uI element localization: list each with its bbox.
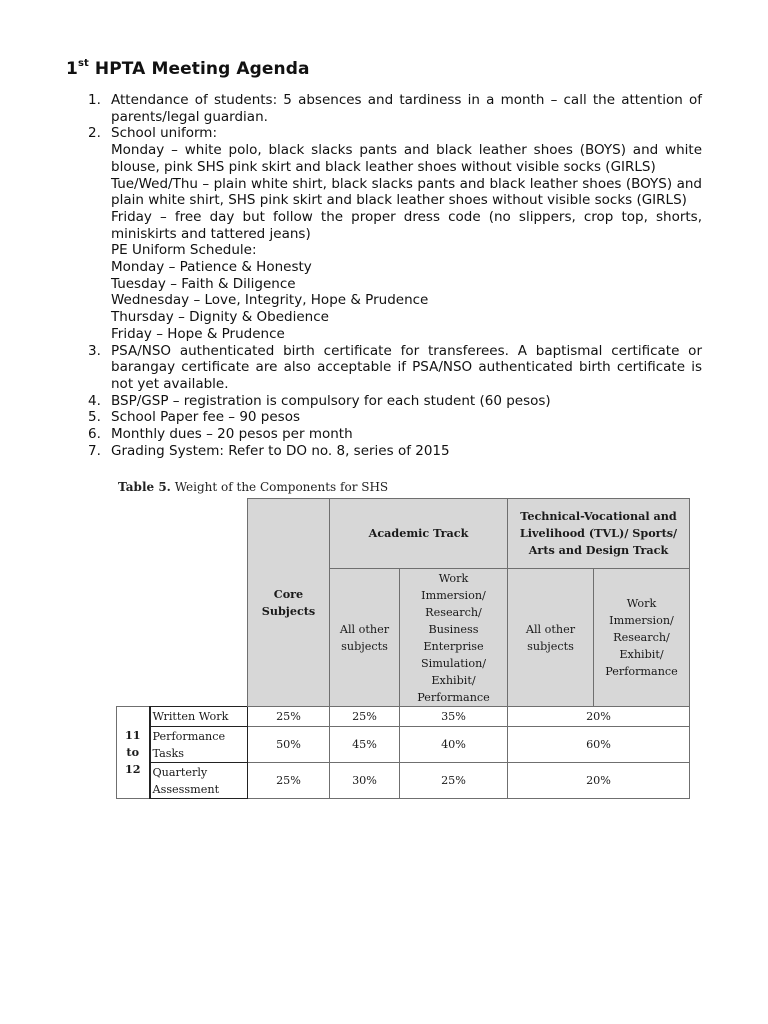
agenda-text: Monthly dues – 20 pesos per month (111, 426, 353, 443)
academic-header: Academic Track (330, 499, 508, 569)
cell-acad-other: 45% (330, 727, 400, 763)
table-corner (117, 499, 248, 707)
title-sup: st (77, 58, 89, 69)
pe-schedule-item: Tuesday – Faith & Diligence (111, 275, 296, 292)
cell-core: 25% (248, 763, 330, 799)
agenda-text: PSA/NSO authenticated birth certificate for transferees. A baptismal certificate or barangay certificate are also acceptable if PSA/NSO authenticated birth certificate is not yet available. (111, 342, 702, 392)
caption-label: Table 5. (118, 480, 171, 494)
cell-core: 25% (248, 707, 330, 727)
agenda-item (88, 426, 702, 443)
cell-acad-work: 35% (400, 707, 508, 727)
agenda-list (88, 92, 702, 459)
academic-sub-work: Work Immersion/ Research/ Business Enterprise Simulation/ Exhibit/ Performance (400, 569, 508, 707)
agenda-text: School uniform: (111, 125, 217, 142)
grade-level: 11 to 12 (117, 707, 150, 799)
agenda-text: Attendance of students: 5 absences and tardiness in a month – call the attention of parents/legal guardian. (111, 92, 702, 125)
agenda-item (88, 92, 702, 125)
uniform-tue-wed-thu: Tue/Wed/Thu – plain white shirt, black slacks pants and black leather shoes (BOYS) and plain white shirt, SHS pink skirt and black leather shoes without visible socks (GIRLS) (111, 175, 702, 209)
cell-acad-other: 30% (330, 763, 400, 799)
component-performance: Performance Tasks (150, 727, 248, 763)
table-row (117, 707, 690, 727)
pe-schedule-item: Wednesday – Love, Integrity, Hope & Prudence (111, 292, 429, 309)
table-row (117, 763, 690, 799)
academic-sub-other: All other subjects (330, 569, 400, 707)
agenda-item (88, 409, 702, 426)
caption-text: Weight of the Components for SHS (174, 480, 389, 494)
agenda-text: BSP/GSP – registration is compulsory for each student (60 pesos) (111, 392, 551, 409)
agenda-number: 6. (88, 426, 101, 443)
pe-schedule-item: Monday – Patience & Honesty (111, 259, 312, 276)
agenda-number: 1. (88, 92, 101, 108)
pe-schedule-item: Friday – Hope & Prudence (111, 325, 285, 342)
cell-acad-other: 25% (330, 707, 400, 727)
agenda-item (88, 343, 702, 393)
agenda-number: 7. (88, 442, 101, 459)
uniform-friday: Friday – free day but follow the proper dress code (no slippers, crop top, shorts, miniskirts and tattered jeans) (111, 208, 702, 242)
agenda-text: School Paper fee – 90 pesos (111, 409, 300, 426)
title-prefix: 1 (66, 59, 78, 79)
cell-tvl: 20% (508, 707, 690, 727)
weights-table (116, 498, 690, 799)
title-rest: HPTA Meeting Agenda (94, 59, 310, 79)
core-header: Core Subjects (248, 499, 330, 707)
agenda-item (88, 443, 702, 460)
agenda-number: 3. (88, 342, 101, 359)
cell-tvl: 60% (508, 727, 690, 763)
agenda-item (88, 125, 702, 342)
tvl-sub-other: All other subjects (508, 569, 594, 707)
cell-acad-work: 40% (400, 727, 508, 763)
pe-schedule-heading: PE Uniform Schedule: (111, 242, 257, 259)
page-title (66, 58, 310, 79)
pe-schedule-item: Thursday – Dignity & Obedience (111, 309, 329, 326)
tvl-sub-work: Work Immersion/ Research/ Exhibit/ Performance (594, 569, 690, 707)
table-caption (118, 480, 388, 494)
agenda-item (88, 393, 702, 410)
agenda-text: Grading System: Refer to DO no. 8, series of 2015 (111, 442, 450, 459)
table-row (117, 727, 690, 763)
agenda-number: 5. (88, 409, 101, 426)
agenda-number: 2. (88, 125, 101, 142)
uniform-monday: Monday – white polo, black slacks pants and black leather shoes (BOYS) and white blouse, pink SHS pink skirt and black leather shoes without visible socks (GIRLS) (111, 142, 702, 175)
cell-core: 50% (248, 727, 330, 763)
tvl-header: Technical-Vocational and Livelihood (TVL)/ Sports/ Arts and Design Track (508, 499, 690, 569)
cell-tvl: 20% (508, 763, 690, 799)
agenda-number: 4. (88, 392, 101, 409)
cell-acad-work: 25% (400, 763, 508, 799)
component-written: Written Work (150, 707, 248, 727)
component-quarterly: Quarterly Assessment (150, 763, 248, 799)
